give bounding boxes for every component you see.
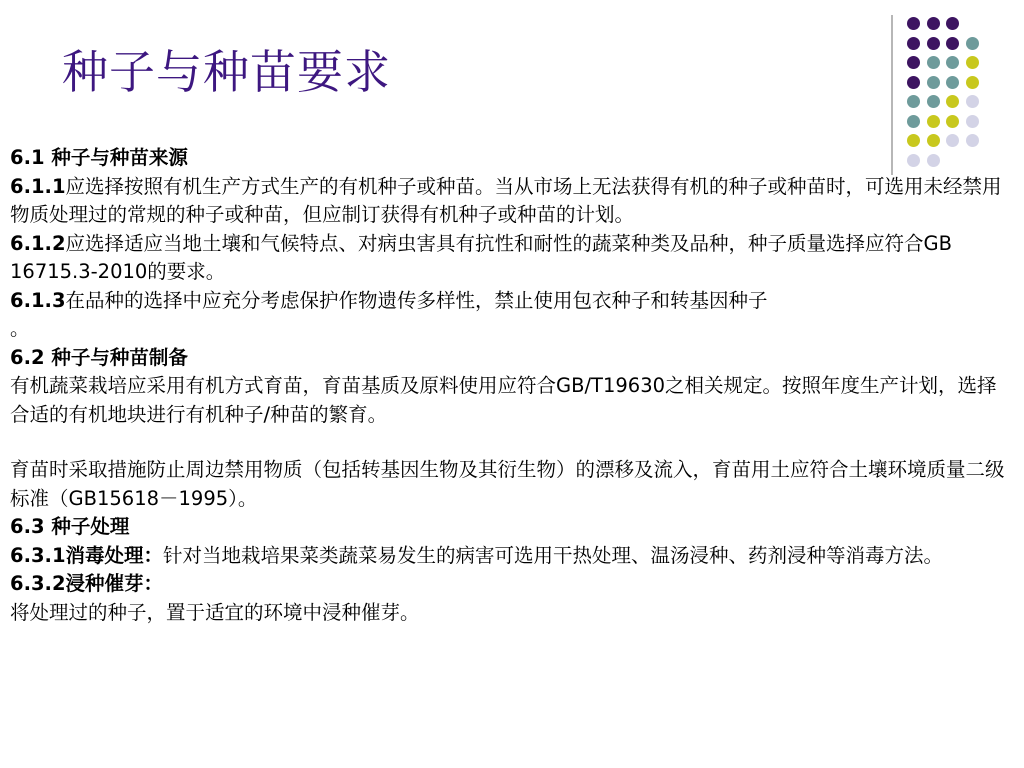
decorative-dot bbox=[946, 115, 959, 128]
section-6-2-heading: 6.2 种子与种苗制备 bbox=[10, 345, 188, 369]
paragraph-6-1-1 bbox=[10, 173, 1014, 230]
decorative-dot bbox=[927, 17, 940, 30]
decorative-dot bbox=[907, 17, 920, 30]
decorative-dot bbox=[966, 95, 979, 108]
decorative-dot bbox=[927, 56, 940, 69]
decorative-dot bbox=[927, 95, 940, 108]
paragraph-6-3-2-text: 将处理过的种子，置于适宜的环境中浸种催芽。 bbox=[10, 600, 420, 624]
clause-text: 应选择适应当地土壤和气候特点、对病虫害具有抗性和耐性的蔬菜种类及品种，种子质量选择应符合GB 16715.3-2010的要求。 bbox=[10, 231, 953, 283]
decorative-dot bbox=[966, 56, 979, 69]
decorative-dot bbox=[907, 56, 920, 69]
decorative-dot bbox=[966, 115, 979, 128]
paragraph-6-2-b: 育苗时采取措施防止周边禁用物质（包括转基因生物及其衍生物）的漂移及流入，育苗用土应符合土壤环境质量二级标准（GB15618－1995）。 bbox=[10, 458, 1005, 510]
paragraph-6-1-3-end: 。 bbox=[10, 317, 30, 340]
slide-body bbox=[10, 144, 1014, 627]
decorative-dot bbox=[946, 76, 959, 89]
paragraph-6-1-3 bbox=[10, 287, 1014, 316]
paragraph-6-2-a: 有机蔬菜栽培应采用有机方式育苗，育苗基质及原料使用应符合GB/T19630之相关规定。按照年度生产计划，选择合适的有机地块进行有机种子/种苗的繁育。 bbox=[10, 374, 997, 426]
decorative-dot bbox=[907, 76, 920, 89]
decorative-dot bbox=[966, 37, 979, 50]
paragraph-6-1-2 bbox=[10, 230, 1014, 287]
clause-number: 6.1.2 bbox=[10, 231, 66, 255]
clause-text: 针对当地栽培果菜类蔬菜易发生的病害可选用干热处理、温汤浸种、药剂浸种等消毒方法。 bbox=[163, 543, 944, 567]
decorative-dot bbox=[907, 37, 920, 50]
paragraph-6-3-2-label: 6.3.2浸种催芽： bbox=[10, 572, 164, 595]
decorative-dot bbox=[966, 76, 979, 89]
decorative-dot bbox=[946, 37, 959, 50]
slide-title: 种子与种苗要求 bbox=[62, 45, 391, 99]
paragraph-spacer bbox=[10, 429, 1014, 456]
clause-number: 6.1.3 bbox=[10, 288, 66, 312]
clause-text: 在品种的选择中应充分考虑保护作物遗传多样性，禁止使用包衣种子和转基因种子 bbox=[65, 288, 768, 312]
decorative-dot bbox=[907, 115, 920, 128]
decorative-dot bbox=[946, 95, 959, 108]
section-6-3-heading: 6.3 种子处理 bbox=[10, 515, 130, 538]
decorative-dot bbox=[927, 115, 940, 128]
clause-text: 应选择按照有机生产方式生产的有机种子或种苗。当从市场上无法获得有机的种子或种苗时，可选用未经禁用物质处理过的常规的种子或种苗，但应制订获得有机种子或种苗的计划。 bbox=[10, 174, 1002, 226]
section-6-1-heading: 6.1 种子与种苗来源 bbox=[10, 146, 188, 169]
decorative-dot bbox=[907, 95, 920, 108]
paragraph-6-3-1 bbox=[10, 542, 1014, 571]
clause-label: 6.3.1消毒处理： bbox=[10, 543, 164, 567]
decorative-dot bbox=[927, 37, 940, 50]
decorative-dot bbox=[946, 56, 959, 69]
decorative-dot bbox=[927, 76, 940, 89]
clause-number: 6.1.1 bbox=[10, 174, 66, 198]
decorative-dot bbox=[946, 17, 959, 30]
